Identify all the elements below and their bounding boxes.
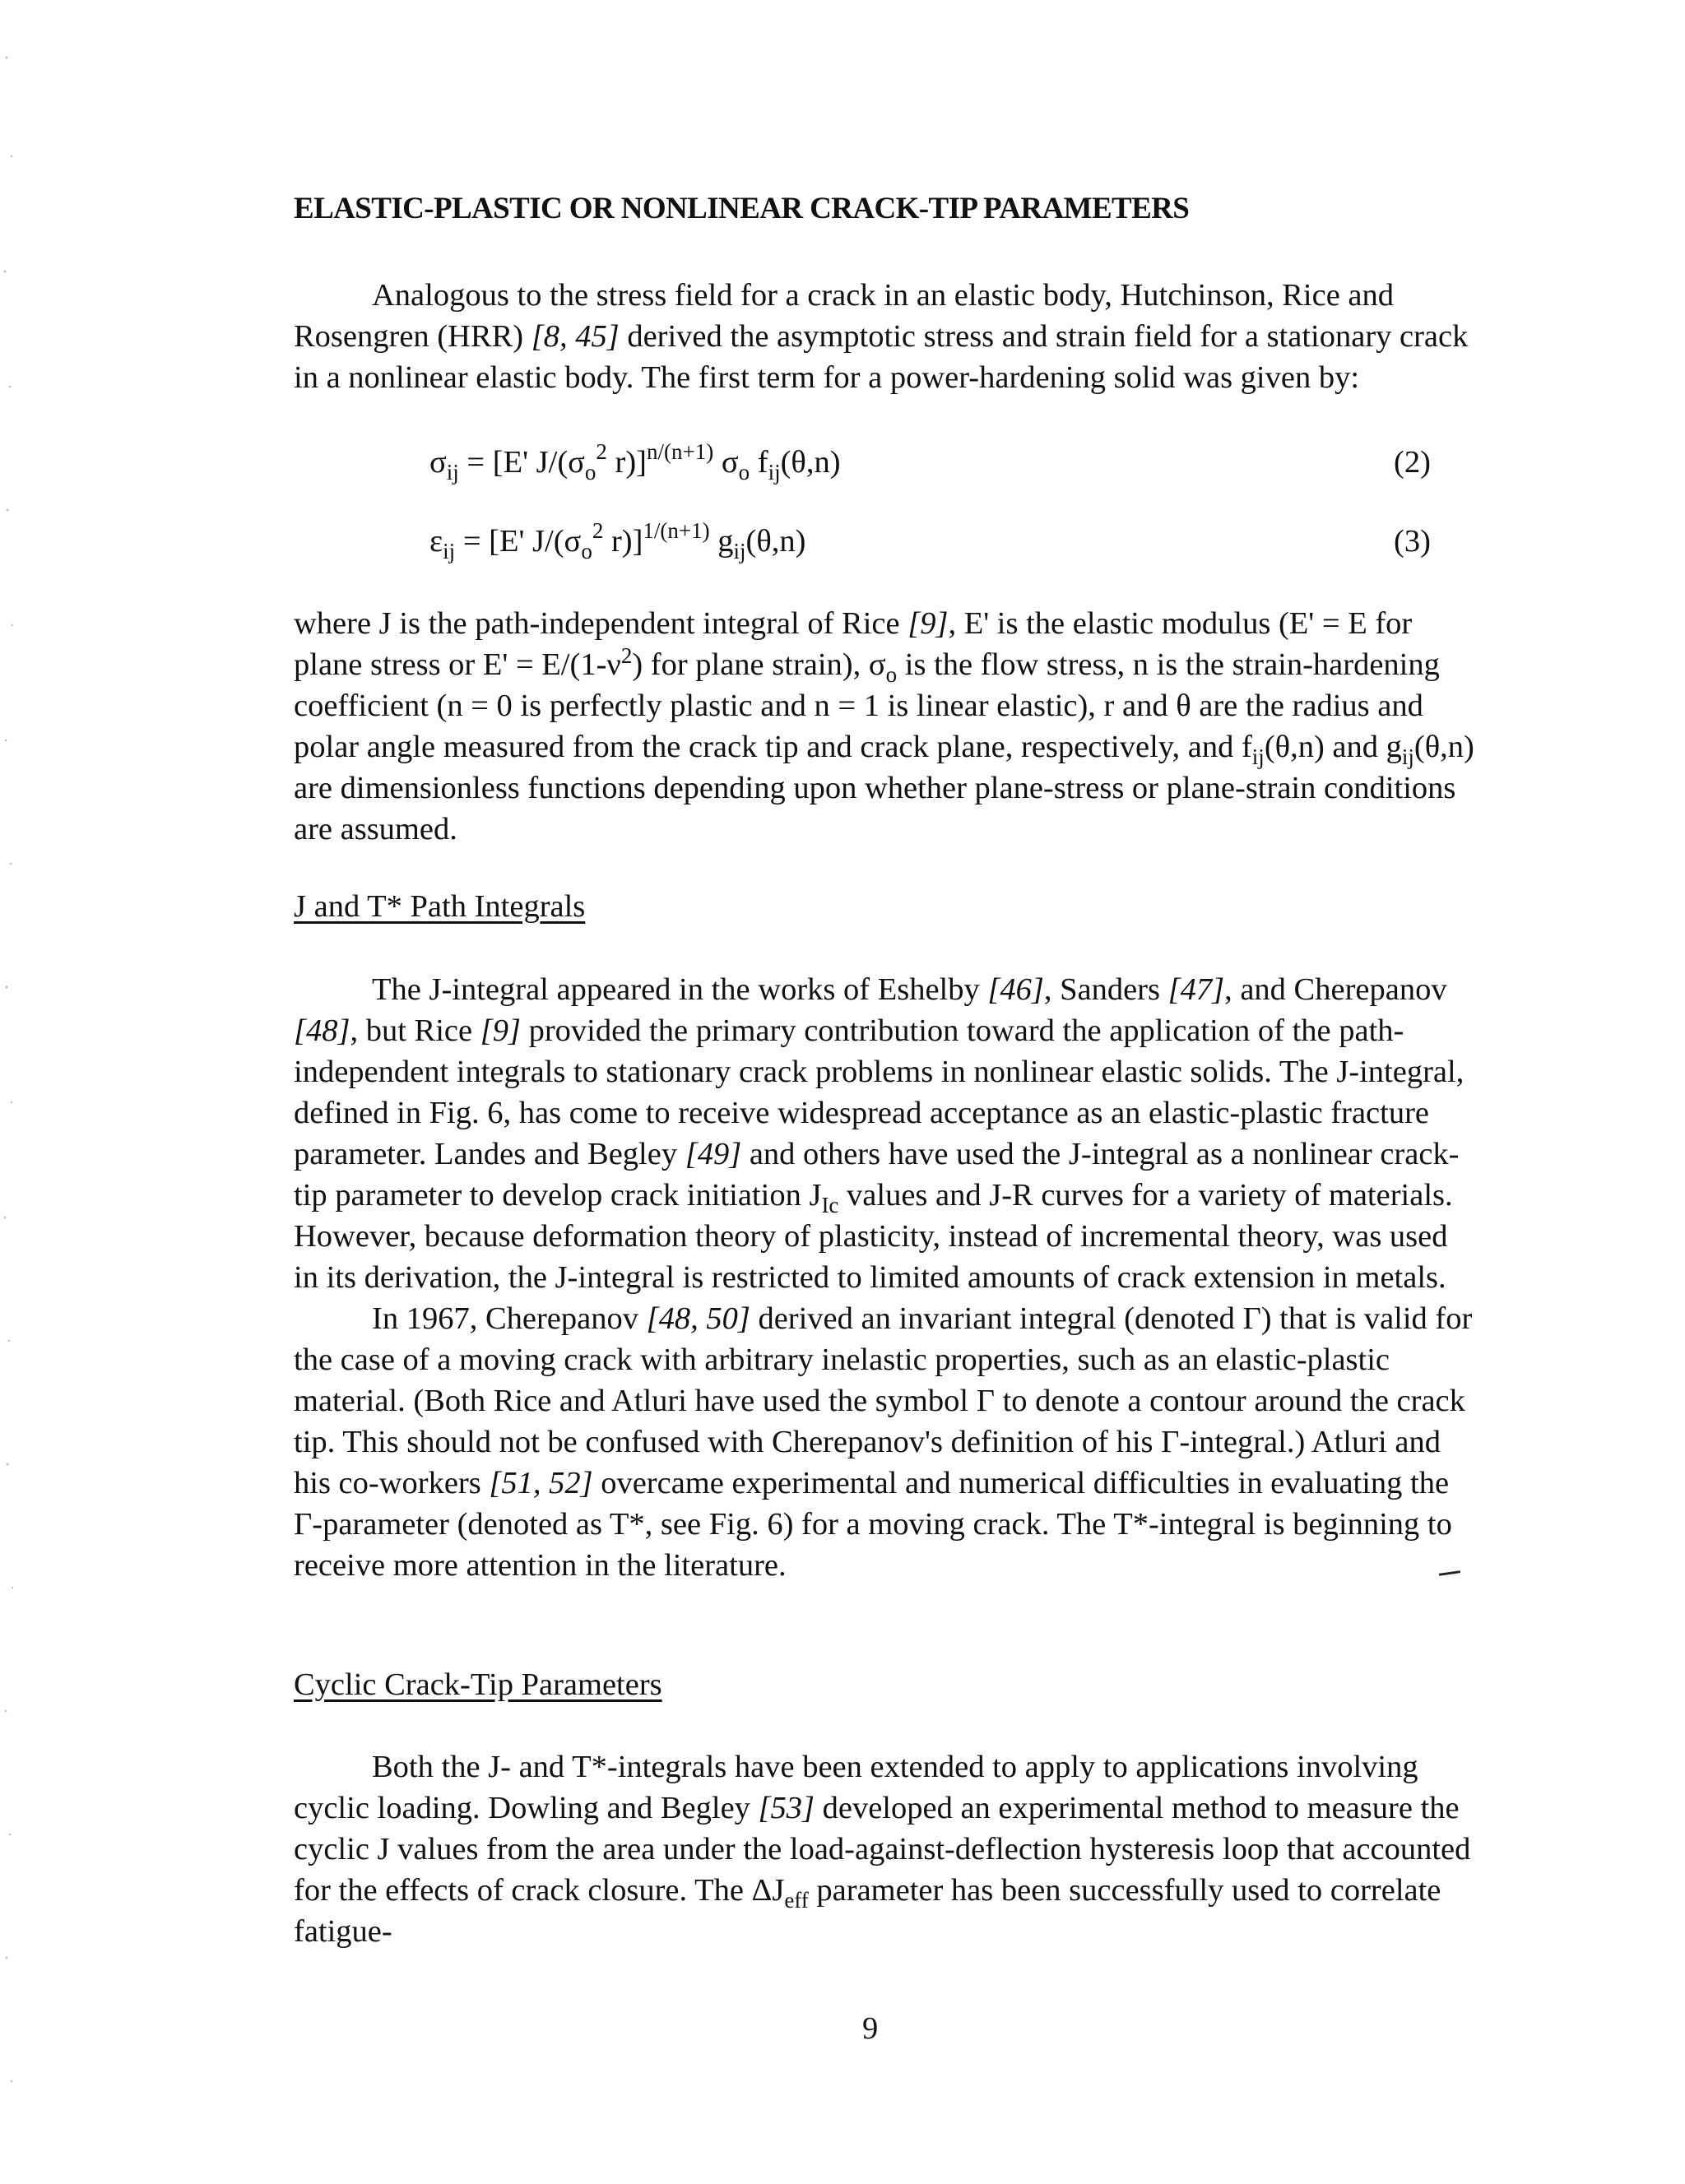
eq3-r-close: r)]	[603, 524, 643, 559]
eq3-lhs-sub: ij	[443, 539, 456, 563]
page-number: 9	[862, 2011, 879, 2046]
j-integral-paragraph	[294, 969, 1478, 1586]
citation-ref: [51, 52]	[489, 1466, 593, 1500]
cyclic-text-a: Both the J- and T*-integrals have been extended to apply to applications involving cyclic loading. Dowling and Begley	[294, 1750, 1418, 1825]
j-text-b: , Sanders	[1043, 972, 1168, 1007]
citation-ref: [53]	[758, 1791, 815, 1825]
intro-paragraph	[294, 275, 1478, 398]
intro-text-2: derived the asymptotic stress and strain field for a stationary crack in a nonlinear elastic body. The first term for a power-hardening solid was given by:	[294, 319, 1469, 395]
where-text-d: is the flow stress, n is the strain-hardening coefficient (n = 0 is perfectly plastic and n = 1 is linear elastic), r and θ are the radius and polar angle measured from the crack tip and crack plane, respectively, and f	[294, 647, 1440, 764]
where-text-f: (θ,n) are dimensionless functions depending upon whether plane-stress or plane-strain conditions are assumed.	[294, 730, 1474, 846]
eq2-f: f	[750, 445, 768, 480]
delta-j-eff-sub: eff	[784, 1888, 809, 1913]
section-title: ELASTIC-PLASTIC OR NONLINEAR CRACK-TIP PARAMETERS	[294, 192, 1190, 225]
where-text-c: ) for plane strain), σ	[632, 647, 886, 682]
j-text-f: and others have used the J-integral as a nonlinear crack-tip parameter to develop crack initiation J	[294, 1137, 1460, 1213]
equation-3-number: (3)	[1394, 524, 1431, 559]
cherepanov-text-c: overcame experimental and numerical difficulties in evaluating the Γ-parameter (denoted as T*, see Fig. 6) for a moving crack. The T*-integral is beginning to receive more attention in the literature.	[294, 1466, 1452, 1583]
f-ij-sub: ij	[1251, 744, 1265, 769]
eq2-open: = [E' J/(σ	[458, 445, 585, 480]
cyclic-heading: Cyclic Crack-Tip Parameters	[294, 1667, 662, 1702]
eq3-o-sub: o	[581, 539, 592, 563]
where-paragraph	[294, 603, 1478, 850]
eq2-sigma-o-sub: o	[738, 460, 750, 485]
cherepanov-text-b: derived an invariant integral (denoted Γ) that is valid for the case of a moving crack with arbitrary inelastic properties, such as an elastic-plastic material. (Both Rice and Atluri have used the symbol Γ to denote a contour around the crack tip. This should not be confused with Cherepanov's definition of his Γ-integral.) Atluri and his co-workers	[294, 1301, 1473, 1500]
citation-ref: [9]	[907, 606, 949, 641]
eq2-lhs: σ	[429, 445, 447, 480]
cyclic-text-b: developed an experimental method to measure the cyclic J values from the area under the load-against-deflection hysteresis loop that accounted for the effects of crack closure. The ΔJ	[294, 1791, 1471, 1908]
citation-ref: [46]	[987, 972, 1044, 1007]
eq2-lhs-sub: ij	[446, 460, 459, 485]
eq2-r-close: r)]	[606, 445, 647, 480]
j-text-g: values and J-R curves for a variety of materials. However, because deformation theory of plasticity, instead of incremental theory, was used in its derivation, the J-integral is restricted to limited amounts of crack extension in metals.	[294, 1178, 1453, 1295]
cyclic-text-c: parameter has been successfully used to correlate fatigue-	[294, 1873, 1441, 1949]
eq2-exponent: n/(n+1)	[647, 439, 714, 464]
citation-ref: [9]	[480, 1013, 521, 1048]
eq3-g: g	[709, 524, 734, 559]
where-text-e: (θ,n) and g	[1264, 730, 1402, 764]
eq2-args: (θ,n)	[780, 445, 841, 480]
g-ij-sub: ij	[1401, 744, 1414, 769]
eq2-sigma-o: σ	[713, 445, 739, 480]
eq3-g-sub: ij	[733, 539, 746, 563]
cyclic-paragraph	[294, 1746, 1478, 1952]
j-text-a: The J-integral appeared in the works of Eshelby	[372, 972, 988, 1007]
eq3-two-sup: 2	[592, 518, 604, 543]
eq3-lhs: ε	[429, 524, 443, 559]
citation-ref: [48]	[294, 1013, 350, 1048]
eq2-f-sub: ij	[768, 460, 781, 485]
sigma-o-sub: o	[885, 662, 898, 687]
j-text-d: , but Rice	[350, 1013, 480, 1048]
equation-3	[429, 518, 806, 563]
equation-2-number: (2)	[1394, 445, 1431, 480]
cherepanov-text-a: In 1967, Cherepanov	[372, 1301, 647, 1336]
j-t-heading: J and T* Path Integrals	[294, 889, 586, 924]
eq3-args: (θ,n)	[745, 524, 806, 559]
j-text-c: , and Cherepanov	[1224, 972, 1447, 1007]
intro-text-1: Analogous to the stress field for a crack in an elastic body, Hutchinson, Rice and Rosengren (HRR)	[294, 278, 1395, 354]
where-text-b: , E' is the elastic modulus (E' = E for plane stress or E' = E/(1-ν	[294, 606, 1413, 682]
eq3-open: = [E' J/(σ	[455, 524, 582, 559]
eq2-o-sub: o	[584, 460, 596, 485]
nu-squared-sup: 2	[620, 643, 633, 668]
citation-ref: [8, 45]	[531, 319, 620, 354]
eq3-exponent: 1/(n+1)	[643, 518, 710, 543]
j-text-e: provided the primary contribution toward the application of the path-independent integrals to stationary crack problems in nonlinear elastic solids. The J-integral, defined in Fig. 6, has come to receive widespread acceptance as an elastic-plastic fracture parameter. Landes and Begley	[294, 1013, 1465, 1171]
scan-edge-speckle-left	[0, 0, 23, 2184]
equation-2	[429, 439, 841, 485]
eq2-two-sup: 2	[596, 439, 607, 464]
where-text-a: where J is the path-independent integral of Rice	[294, 606, 908, 641]
citation-ref: [49]	[685, 1137, 742, 1171]
citation-ref: [48, 50]	[646, 1301, 750, 1336]
j-ic-sub: Ic	[821, 1193, 839, 1217]
citation-ref: [47]	[1167, 972, 1225, 1007]
